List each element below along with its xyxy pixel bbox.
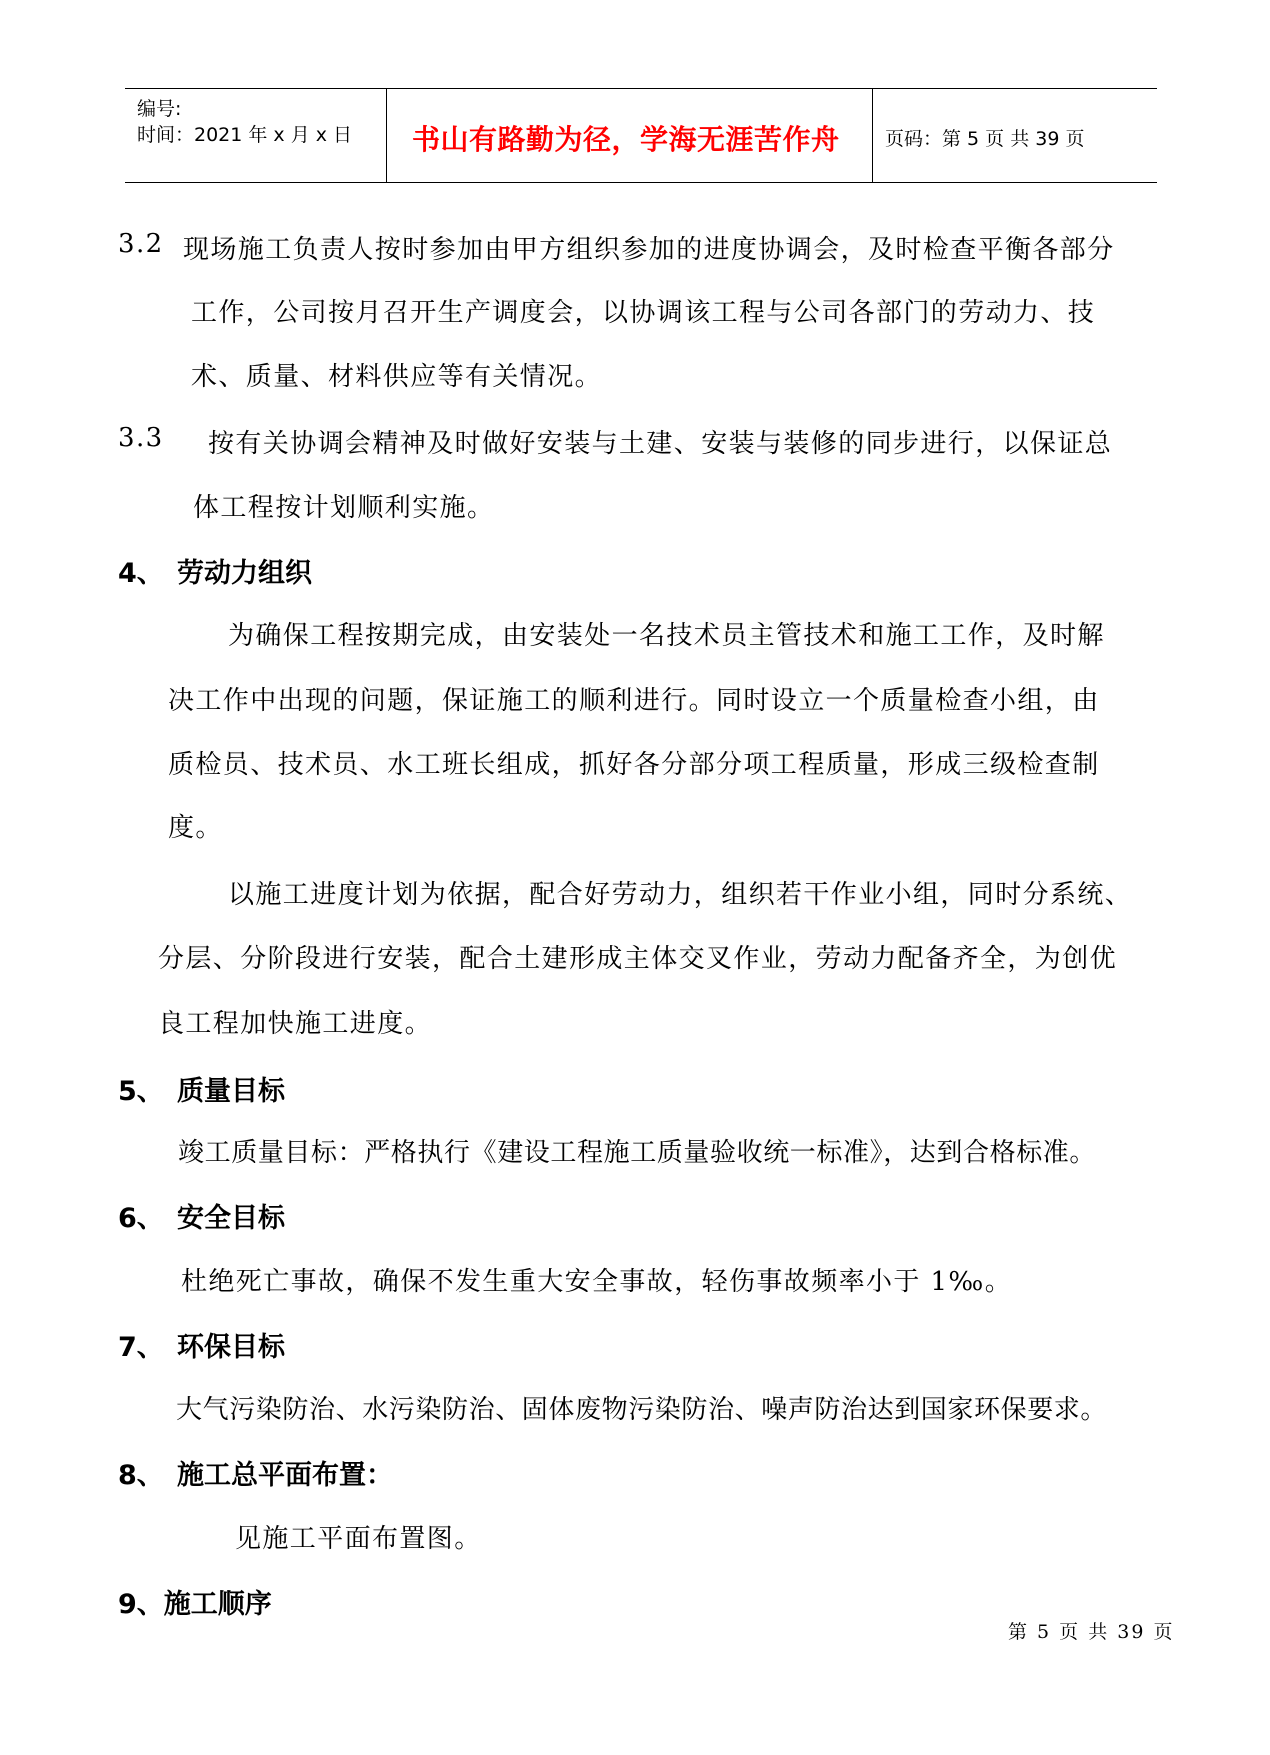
section-6-text: 杜绝死亡事故，确保不发生重大安全事故，轻伤事故频率小于 1‰。 xyxy=(181,1267,1013,1297)
paragraph-3-2-line-2: 工作，公司按月召开生产调度会，以协调该工程与公司各部门的劳动力、技 xyxy=(191,298,1096,328)
section-4-para-a-line-3: 质检员、技术员、水工班长组成，抓好各分部分项工程质量，形成三级检查制 xyxy=(168,750,1100,780)
section-7-text: 大气污染防治、水污染防治、固体废物污染防治、噪声防治达到国家环保要求。 xyxy=(176,1395,1108,1425)
footer-page-info: 第 5 页 共 39 页 xyxy=(1008,1621,1175,1643)
heading-9: 9、施工顺序 xyxy=(118,1589,272,1620)
paragraph-3-3-line-1: 按有关协调会精神及时做好安装与土建、安装与装修的同步进行，以保证总 xyxy=(208,429,1113,459)
heading-4-title: 劳动力组织 xyxy=(177,558,312,589)
paragraph-3-2-line-1: 现场施工负责人按时参加由甲方组织参加的进度协调会，及时检查平衡各部分 xyxy=(183,235,1115,265)
section-4-para-b-line-2: 分层、分阶段进行安装，配合土建形成主体交叉作业，劳动力配备齐全，为创优 xyxy=(158,944,1118,974)
heading-4-number: 4、 xyxy=(118,558,164,589)
heading-7-number: 7、 xyxy=(118,1332,164,1363)
section-4-para-b-line-3: 良工程加快施工进度。 xyxy=(158,1009,433,1039)
heading-6-title: 安全目标 xyxy=(177,1203,285,1234)
header-top-rule xyxy=(125,88,1157,89)
heading-7-title: 环保目标 xyxy=(177,1332,285,1363)
heading-5-number: 5、 xyxy=(118,1076,164,1107)
header-time-label: 时间：2021 年 x 月 x 日 xyxy=(137,124,353,146)
paragraph-3-3-line-2: 体工程按计划顺利实施。 xyxy=(193,493,495,523)
section-number-3-3: 3.3 xyxy=(118,423,164,453)
section-8-text: 见施工平面布置图。 xyxy=(235,1524,482,1554)
section-4-para-a-line-2: 决工作中出现的问题，保证施工的顺利进行。同时设立一个质量检查小组，由 xyxy=(168,686,1100,716)
header-page-info: 页码：第 5 页 共 39 页 xyxy=(885,128,1085,150)
paragraph-3-2-line-3: 术、质量、材料供应等有关情况。 xyxy=(191,362,603,392)
section-4-para-a-line-4: 度。 xyxy=(168,813,223,843)
header-divider-right xyxy=(872,88,873,183)
section-4-para-b-line-1: 以施工进度计划为依据，配合好劳动力，组织若干作业小组，同时分系统、 xyxy=(228,880,1133,910)
heading-6-number: 6、 xyxy=(118,1203,164,1234)
header-motto: 书山有路勤为径，学海无涯苦作舟 xyxy=(412,123,840,156)
heading-8-title: 施工总平面布置： xyxy=(177,1460,393,1491)
header-code-label: 编号: xyxy=(137,98,182,120)
header-bottom-rule xyxy=(125,182,1157,183)
section-5-text: 竣工质量目标：严格执行《建设工程施工质量验收统一标准》，达到合格标准。 xyxy=(178,1138,1097,1168)
heading-5-title: 质量目标 xyxy=(177,1076,285,1107)
header-divider-left xyxy=(386,88,387,183)
section-number-3-2: 3.2 xyxy=(118,229,164,259)
heading-8-number: 8、 xyxy=(118,1460,164,1491)
section-4-para-a-line-1: 为确保工程按期完成，由安装处一名技术员主管技术和施工工作，及时解 xyxy=(228,621,1105,651)
